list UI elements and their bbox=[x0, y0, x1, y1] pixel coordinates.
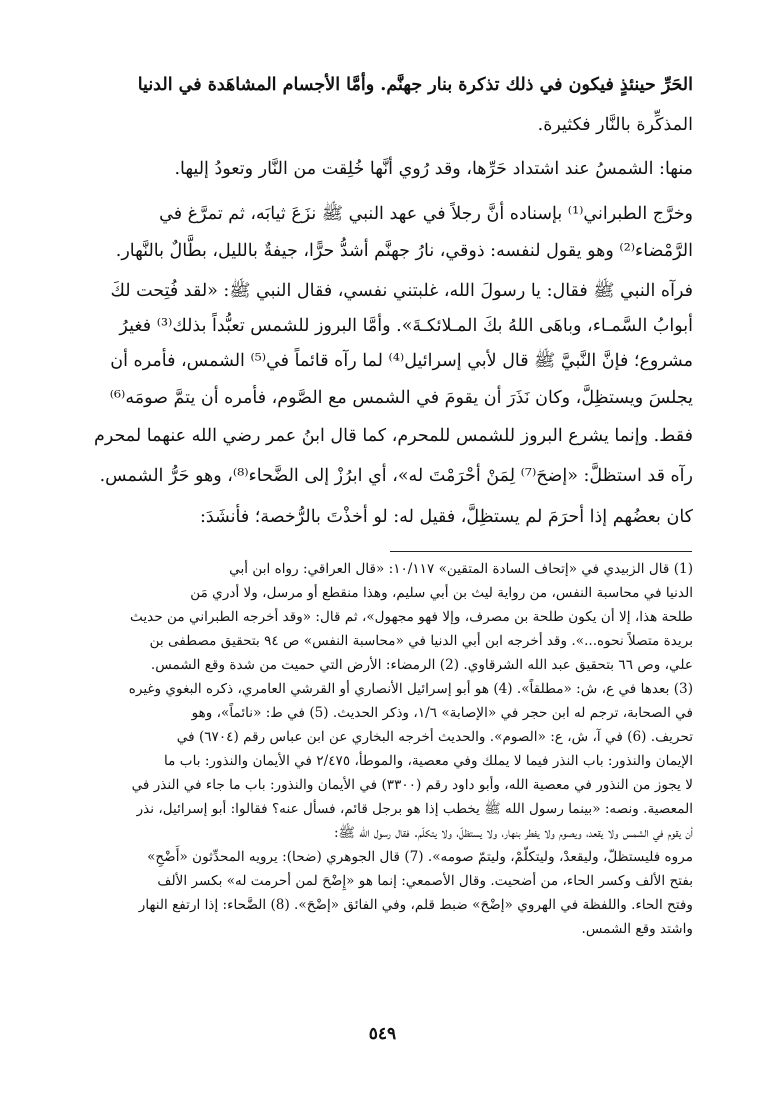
body-line: كان بعضُهم إذا أحرَمَ لم يستظِلَّ، فقيل له: لو أخذْتَ بالرُّخصة؛ فأنشَدَ: bbox=[199, 507, 693, 527]
page-number: ٥٤٩ bbox=[368, 1024, 397, 1044]
footnote-line: الإيمان والنذور: باب النذر فيما لا يملك وفي معصية، والموطأ، ٢/٤٧٥ في الأيمان والنذور: باب ما bbox=[164, 753, 693, 769]
footnote-line: في الصحابة، ترجم له ابن حجر في «الإصابة» ١/٦، وذكر الحديث. (5) في ط: «نائماً»، وهو bbox=[191, 705, 693, 721]
footnote-separator bbox=[390, 551, 692, 552]
body-line: فرآه النبي ﷺ فقال: يا رسولَ الله، غلبتني نفسي، فقال النبي ﷺ: «لقد فُتِحت لكَ bbox=[110, 281, 693, 301]
footnote-line: لا يجوز من النذور في معصية الله، وأبو داود رقم (٣٣٠٠) في الأيمان والنذور: باب ما جاء في النذر في bbox=[131, 777, 693, 793]
footnote-line: (3) بعدها في ع، ش: «مطلقاً». (4) هو أبو إسرائيل الأنصاري أو القرشي العامري، ذكره البغوي وغيره bbox=[128, 681, 693, 697]
body-line: أبوابُ السَّمـاء، وباهَى اللهُ بكَ المـلائكـةَ». وأمَّا البروز للشمس تعبُّداً بذلك⁽³⁾ فغيرُ bbox=[119, 316, 693, 336]
footnote-line: بفتح الألف وكسر الحاء، من أضحيت. وقال الأصمعي: إنما هو «إِضْحَ لمن أحرمت له» بكسر الألف bbox=[157, 873, 693, 889]
footnote-line: واشتد وقع الشمس. bbox=[581, 921, 693, 937]
footnote-line: بريدة متصلاً نحوه...». وقد أخرجه ابن أبي الدنيا في «محاسبة النفس» ص ٩٤ بتحقيق مصطفى بن bbox=[149, 633, 693, 649]
footnote-line: علي، وص ٦٦ بتحقيق عبد الله الشرقاوي. (2) الرمضاء: الأرض التي حميت من شدة وقع الشمس. bbox=[150, 657, 693, 673]
footnote-line: طلحة هذا، إلا أن يكون طلحة بن مصرف، وإلا فهو مجهول»، ثم قال: «وقد أخرجه الطبراني من حديث bbox=[130, 609, 693, 625]
footnote-line: الدنيا في محاسبة النفس، من رواية ليث بن أبي سليم، وهذا منقطع أو مرسل، ولا أدري مَن bbox=[190, 585, 693, 601]
footnote-line: مروه فليستظلّ، وليقعدْ، وليتكلّمْ، وليتمّ صومه». (7) قال الجوهري (ضحا): يرويه المحدِّثون «أَضْحِ» bbox=[147, 849, 693, 865]
footnote-line: تحريف. (6) في آ، ش، ع: «الصوم». والحديث أخرجه البخاري عن ابن عباس رقم (٦٧٠٤) في bbox=[176, 729, 693, 745]
footnote-line: (1) قال الزبيدي في «إتحاف السادة المتقين» ١٠/١١٧: «قال العراقي: رواه ابن أبي bbox=[229, 561, 693, 577]
footnote-line: المعصية. ونصه: «بينما رسول الله ﷺ يخطب إذا هو برجل قائم، فسأل عنه؟ فقالوا: أبو إسرائيل، نذر bbox=[136, 801, 693, 817]
footnote-line: وفتح الحاء. واللفظة في الهروي «إضْحَ» ضبط قلم، وفي الفائق «إضْحَ». (8) الضَّحاء: إذا ارتفع النهار bbox=[138, 897, 693, 913]
body-line: فقط. وإنما يشرع البروز للشمس للمحرم، كما قال ابنُ عمر رضي الله عنهما لمحرم bbox=[94, 426, 693, 446]
body-line: يجلسَ ويستظِلَّ، وكان نَذَرَ أن يقومَ في الشمس مع الصَّوم، فأمره أن يتمَّ صومَه⁽⁶⁾ bbox=[109, 388, 693, 408]
body-line: الرَّمْضاء⁽²⁾ وهو يقول لنفسه: ذوقي، نارُ جهنَّم أشدُّ حرًّا، جيفةٌ بالليل، بطَّالٌ بالنَّهار. bbox=[115, 241, 693, 261]
footnote-line: أن يقوم في الشمس ولا يقعد، ويصوم ولا يفطر بنهار، ولا يستظلّ، ولا يتكلّم. فقال رسول الله ﷺ: bbox=[333, 825, 693, 841]
body-line: منها: الشمسُ عند اشتداد حَرِّها، وقد رُوي أنَّها خُلِقت من النَّار وتعودُ إليها. bbox=[174, 159, 693, 179]
body-line: المذكِّرة بالنَّار فكثيرة. bbox=[537, 115, 693, 135]
body-line: الحَرِّ حينئذٍ فيكون في ذلك تذكرة بنار جهنَّم. وأمَّا الأجسام المشاهَدة في الدنيا bbox=[137, 75, 693, 95]
body-line: رآه قد استظلَّ: «إضحَ⁽⁷⁾ لِمَنْ أحْرَمْتَ له»، أي ابرُزْ إلى الضَّحاء⁽⁸⁾، وهو حَرُّ الشمس. bbox=[99, 466, 693, 486]
body-line: وخرَّج الطبراني⁽¹⁾ بإسناده أنَّ رجلاً في عهد النبي ﷺ نزَعَ ثيابَه، ثم تمرَّغ في bbox=[159, 204, 693, 224]
body-line: مشروع؛ فإنَّ النَّبيَّ ﷺ قال لأبي إسرائيل⁽⁴⁾ لما رآه قائماً في⁽⁵⁾ الشمس، فأمره أن bbox=[110, 351, 693, 371]
